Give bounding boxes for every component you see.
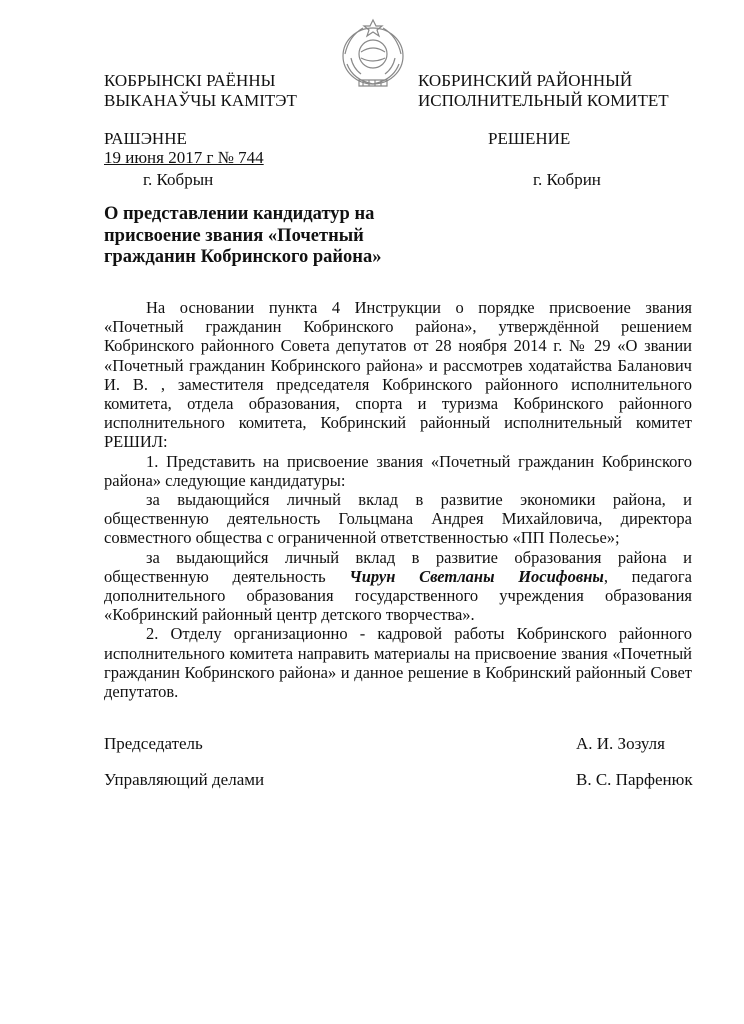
left-org-line-1: КОБРЫНСКІ РАЁННЫ: [104, 71, 276, 90]
left-city: г. Кобрын: [143, 170, 214, 189]
date-number: 19 июня 2017 г № 744: [104, 148, 264, 167]
title-line-2: присвоение звания «Почетный: [104, 225, 364, 246]
right-org-line-1: КОБРИНСКИЙ РАЙОННЫЙ: [418, 71, 633, 90]
candidate-2-text-before: за выдающийся личный вклад в развитие образования района и общественную деятельность: [104, 547, 692, 586]
candidate-2-paragraph: [104, 548, 692, 625]
document-title: [104, 204, 434, 269]
candidate-1-paragraph: за выдающийся личный вклад в развитие экономики района, и общественную деятельность Гольцмана Андрея Михайловича, директора совместного общества с ограниченной ответственностью «ПП Полесье»;: [104, 490, 692, 548]
left-org-line-2: ВЫКАНАЎЧЫ КАМІТЭТ: [104, 91, 297, 110]
item-2-paragraph: 2. Отделу организационно - кадровой работы Кобринского районного исполнительного комитета направить материалы на присвоение звания «Почетный гражданин Кобринского района» и данное решение в Кобринский районный Совет депутатов.: [104, 624, 692, 702]
belarus-coat-of-arms-icon: [331, 14, 415, 90]
title-line-1: О представлении кандидатур на: [104, 204, 375, 224]
right-doc-type: РЕШЕНИЕ: [488, 129, 571, 148]
signature-position-chairman: Председатель: [104, 734, 203, 753]
signature-position-manager: Управляющий делами: [104, 770, 265, 789]
left-doc-type: РАШЭННЕ: [104, 129, 187, 148]
right-city: г. Кобрин: [533, 170, 601, 189]
document-body: [104, 298, 692, 701]
item-1-paragraph: 1. Представить на присвоение звания «Почетный гражданин Кобринского района» следующие кандидатуры:: [104, 451, 692, 490]
signature-name-chairman: А. И. Зозуля: [576, 734, 665, 753]
preamble-paragraph: На основании пункта 4 Инструкции о порядке присвоение звания «Почетный гражданин Кобринского района», утверждённой решением Кобринского районного Совета депутатов от 28 ноября 2014 г. № 29 «О звании «Почетный гражданин Кобринского района» и рассмотрев ходатайства Баланович И. В. , заместителя председателя Кобринского районного исполнительного комитета, отдела образования, спорта и туризма Кобринского районного исполнительного комитета, Кобринский районный исполнительный комитет РЕШИЛ:: [104, 298, 692, 452]
candidate-2-name: Чирун Светланы Иосифовны: [349, 566, 604, 586]
candidate-2-text-after: , педагога дополнительного образования государственного учреждения образования «Кобринский районный центр детского творчества».: [104, 566, 692, 625]
title-line-3: гражданин Кобринского района»: [104, 247, 382, 267]
right-org-line-2: ИСПОЛНИТЕЛЬНЫЙ КОМИТЕТ: [418, 91, 669, 110]
signature-name-manager: В. С. Парфенюк: [576, 770, 693, 789]
